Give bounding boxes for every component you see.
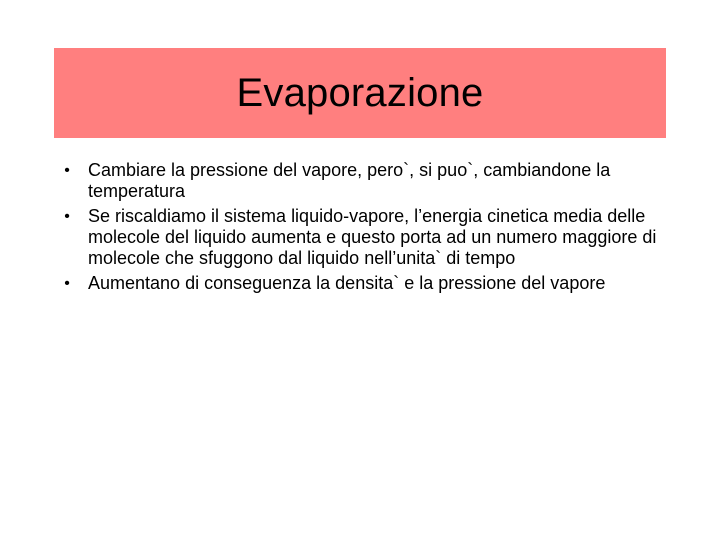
bullet-text: Se riscaldiamo il sistema liquido-vapore, l’energia cinetica media delle molecole del liquido aumenta e questo porta ad un numero maggiore di molecole che sfuggono dal liquido nell’unita` di tempo	[88, 206, 657, 268]
bullet-dot-icon: •	[64, 275, 70, 292]
bullet-dot-icon: •	[64, 208, 70, 225]
slide-title: Evaporazione	[236, 71, 484, 115]
bullet-item	[60, 273, 668, 294]
bullet-text: Cambiare la pressione del vapore, pero`, si puo`, cambiandone la temperatura	[88, 160, 611, 201]
bullet-item	[60, 160, 668, 202]
bullet-text: Aumentano di conseguenza la densita` e la pressione del vapore	[88, 273, 606, 293]
bullet-dot-icon: •	[64, 162, 70, 179]
title-banner	[54, 48, 666, 138]
bullet-item	[60, 206, 668, 269]
bullet-list	[60, 160, 668, 298]
